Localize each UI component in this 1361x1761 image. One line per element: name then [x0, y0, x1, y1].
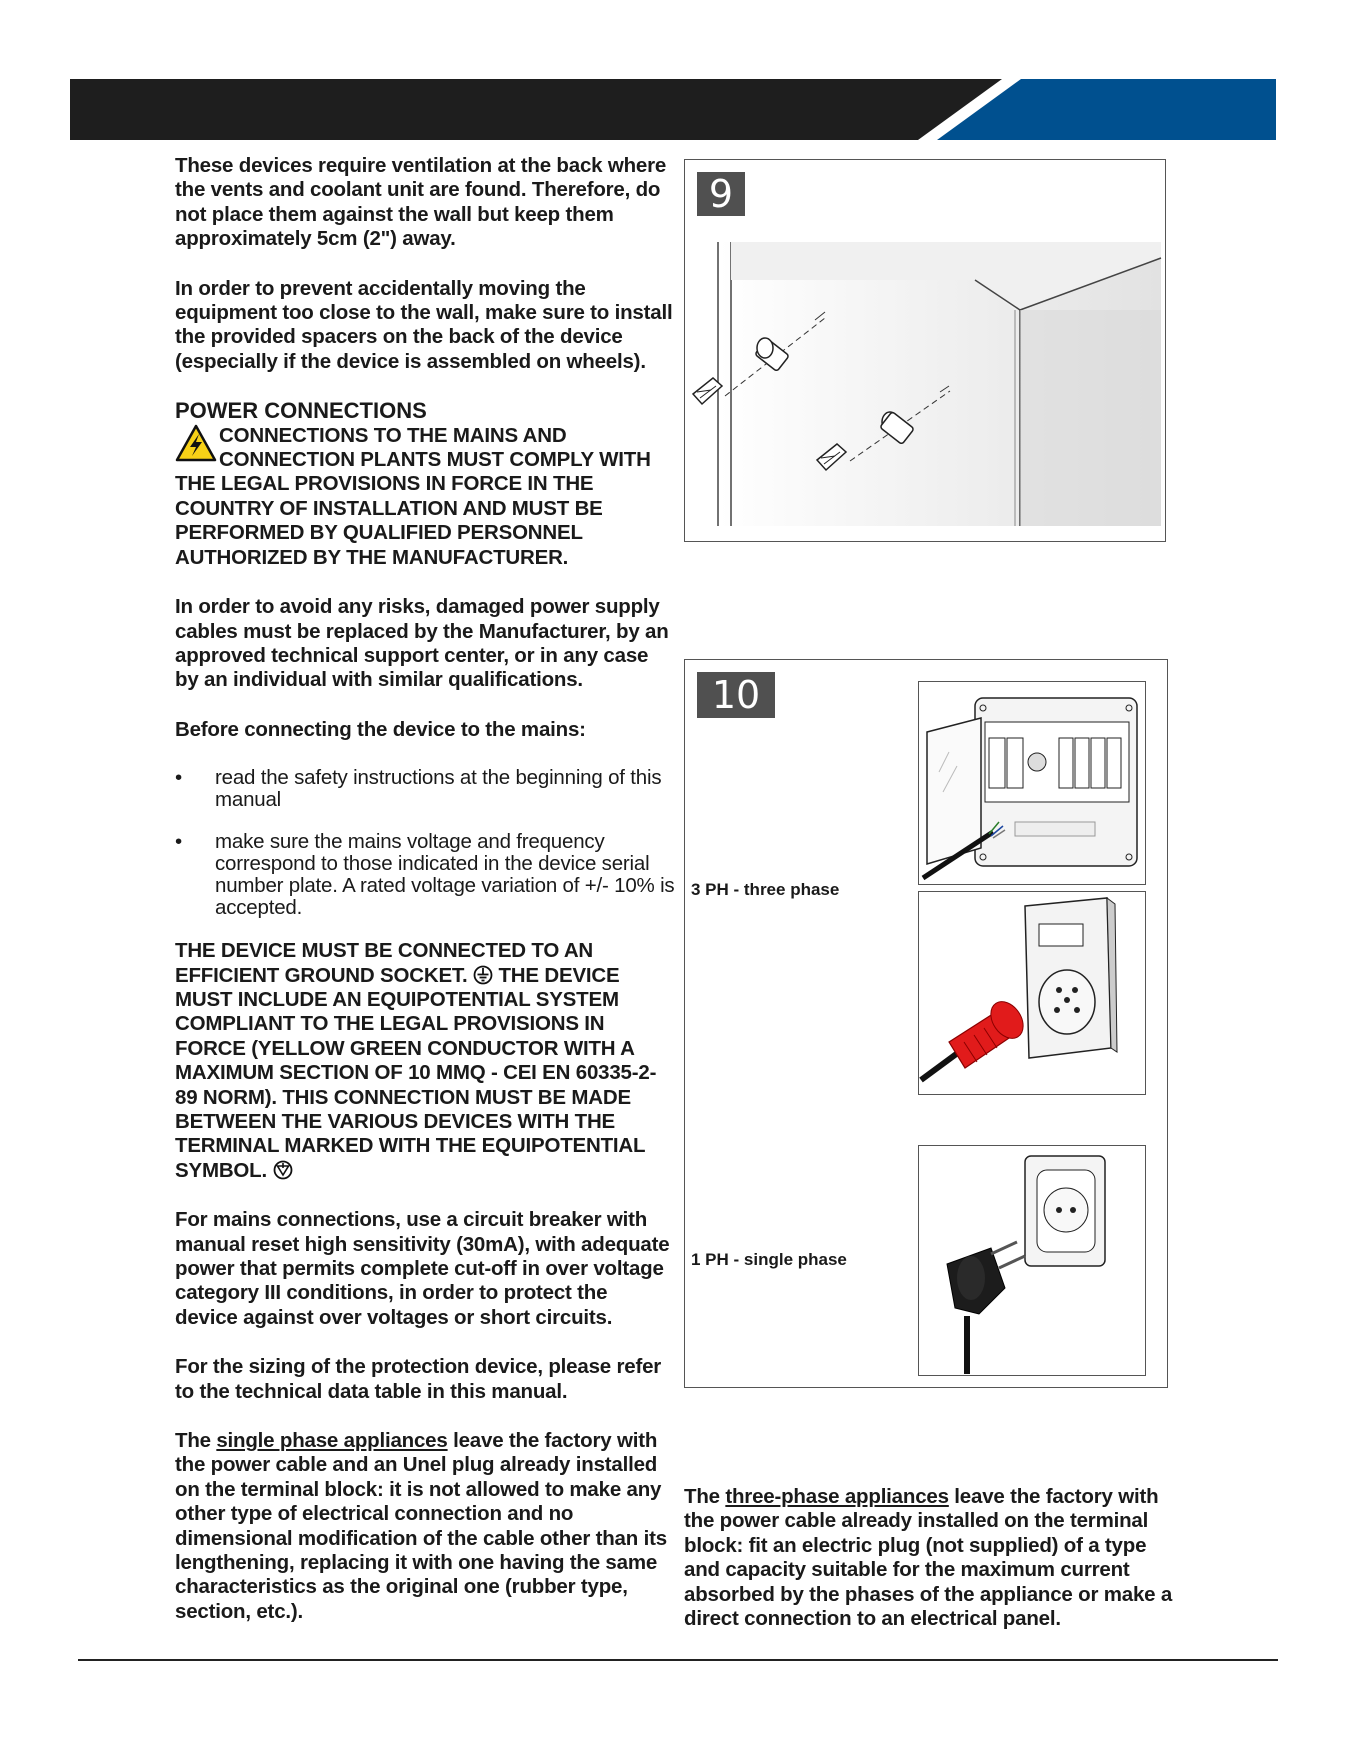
left-column [175, 154, 675, 1649]
breaker-panel-illustration [918, 681, 1146, 885]
header-banner [0, 0, 1361, 150]
circuit-breaker-box-icon [919, 682, 1145, 884]
three-phase-socket-illustration [918, 891, 1146, 1095]
ground-symbol-icon [473, 965, 493, 985]
three-phase-plug-icon [919, 892, 1145, 1094]
three-phase-paragraph: The three-phase appliances leave the factory with the power cable already installed on the terminal block: fit an electric plug (not supplied) of a type and capacity suitable for the maximum current absorbed by the phases of the appliance or make a direct connection to an electrical panel. [684, 1485, 1173, 1631]
bullet-marker: • [175, 766, 182, 790]
figure-9 [684, 159, 1166, 542]
spacers-paragraph: In order to prevent accidentally moving the equipment too close to the wall, make sure to install the provided spacers on the back of the device (especially if the device is assembled on wheels). [175, 276, 673, 373]
warning-text: CONNECTIONS TO THE MAINS AND CONNECTION PLANTS MUST COMPLY WITH THE LEGAL PROVISIONS IN FORCE IN THE COUNTRY OF INSTALLATION AND MUST BE PERFORMED BY QUALIFIED PERSONNEL AUTHORIZED BY THE MANUFACTURER. [175, 423, 651, 569]
single-phase-paragraph: The single phase appliances leave the factory with the power cable and an Unel plug already installed on the terminal block: it is not allowed to make any other type of electrical connection and no dimensional modification of the cable other than its lengthening, replacing it with one having the same characteristics as the original one (rubber type, section, etc.). [175, 1429, 667, 1623]
single-phase-plug-icon [919, 1146, 1145, 1375]
single-phase-label: 1 PH - single phase [691, 1250, 847, 1269]
electrical-hazard-icon [175, 424, 217, 462]
figure-10 [684, 659, 1168, 1388]
bullet-marker: • [175, 830, 182, 854]
spacer-installation-illustration [685, 160, 1165, 541]
before-connecting-paragraph: Before connecting the device to the mains: [175, 717, 586, 741]
section-heading: POWER CONNECTIONS [175, 398, 427, 424]
circuit-breaker-paragraph: For mains connections, use a circuit breaker with manual reset high sensitivity (30mA), with adequate power that permits complete cut-off in over voltage category III conditions, in order to protect the device against over voltages or short circuits. [175, 1208, 670, 1329]
list-item: • read the safety instructions at the beginning of this manual [175, 766, 662, 812]
figure-number: 9 [697, 172, 745, 216]
precaution-list [175, 767, 675, 919]
ventilation-paragraph: These devices require ventilation at the back where the vents and coolant unit are found. Therefore, do not place them against the wall but keep them approximately 5cm (2") away. [175, 154, 667, 251]
three-phase-label: 3 PH - three phase [691, 880, 840, 899]
single-phase-socket-illustration [918, 1145, 1146, 1376]
grounding-paragraph: THE DEVICE MUST BE CONNECTED TO AN EFFICIENT GROUND SOCKET. THE DEVICE MUST INCLUDE AN EQUIPOTENTIAL SYSTEM COMPLIANT TO THE LEGAL PROVISIONS IN FORCE (YELLOW GREEN CONDUCTOR WITH A MAXIMUM SECTION OF 10 MMQ - CEI EN 60335-2-89 NORM). THIS CONNECTION MUST BE MADE BETWEEN THE VARIOUS DEVICES WITH THE TERMINAL MARKED WITH THE EQUIPOTENTIAL SYMBOL. [175, 939, 657, 1182]
figure-number: 10 [697, 672, 775, 718]
list-item: • make sure the mains voltage and frequency correspond to those indicated in the device serial number plate. A rated voltage variation of +/- 10% is accepted. [175, 830, 675, 920]
header-dark-band [70, 79, 1002, 140]
single-phase-term: single phase appliances [216, 1429, 448, 1453]
three-phase-term: three-phase appliances [725, 1485, 949, 1508]
equipotential-symbol-icon [273, 1160, 293, 1180]
sizing-paragraph: For the sizing of the protection device, please refer to the technical data table in this manual. [175, 1355, 662, 1403]
warning-block [175, 424, 675, 570]
footer-divider [78, 1659, 1278, 1661]
damaged-cable-paragraph: In order to avoid any risks, damaged power supply cables must be replaced by the Manufacturer, by an approved technical support center, or in any case by an individual with similar qualifications. [175, 595, 669, 692]
